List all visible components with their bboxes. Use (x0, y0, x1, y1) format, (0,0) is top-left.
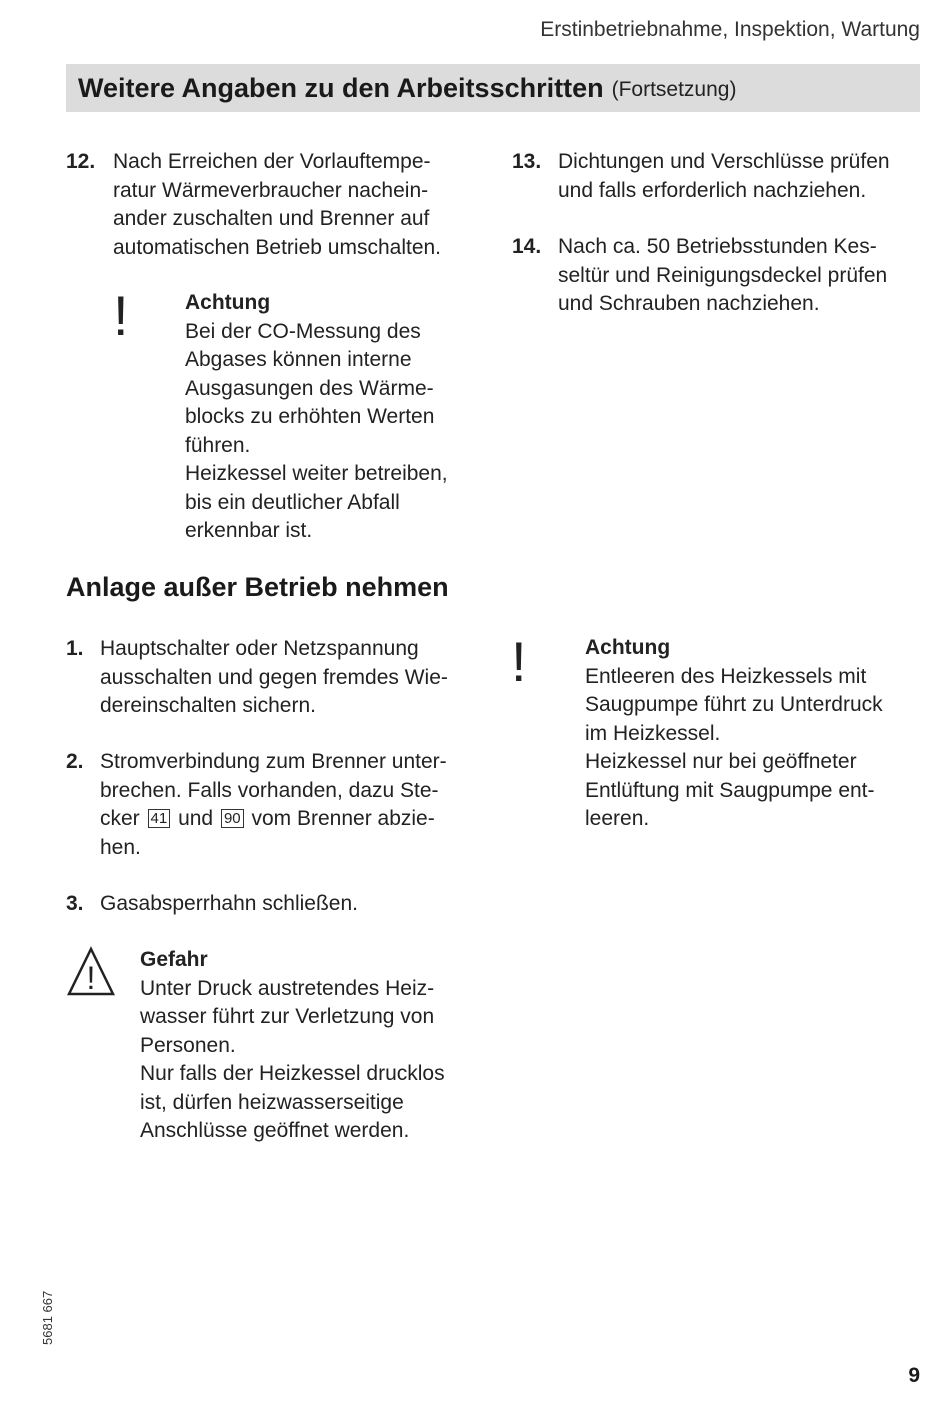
danger-line: wasser führt zur Verletzung von (140, 1005, 435, 1028)
shutdown-step-1-line: Hauptschalter oder Netzspannung (100, 637, 419, 660)
step-14-line: seltür und Reinigungsdeckel prüfen (558, 263, 888, 287)
danger-line: ist, dürfen heizwasserseitige (140, 1090, 404, 1114)
caution-line: bis ein deutlicher Abfall (185, 490, 400, 514)
caution-line: erkennbar ist. (185, 519, 313, 542)
shutdown-step-2-number: 2. (66, 750, 84, 773)
danger-line: Unter Druck austretendes Heiz- (140, 976, 435, 1000)
shutdown-step-2-line: Stromverbindung zum Brenner unter- (100, 750, 447, 773)
step-14-line: Nach ca. 50 Betriebsstunden Kes- (558, 235, 877, 258)
caution-2-line: Entleeren des Heizkessels mit (585, 664, 867, 688)
step-12-line: ander zuschalten und Brenner auf (113, 207, 430, 230)
shutdown-step-2-line: brechen. Falls vorhanden, dazu Ste- (100, 778, 439, 802)
danger-line: Anschlüsse geöffnet werden. (140, 1119, 410, 1142)
caution-line: führen. (185, 433, 251, 457)
step-14-number: 14. (512, 235, 542, 258)
danger-exclamation-icon: ! (86, 960, 96, 996)
caution-2-line: Heizkessel nur bei geöffneter (585, 750, 857, 773)
step-12-text (113, 148, 441, 262)
step-13-line: und falls erforderlich nachziehen. (558, 178, 867, 202)
caution-2-line: Saugpumpe führt zu Unterdruck (585, 693, 883, 716)
section-title: Weitere Angaben zu den Arbeitsschritten (78, 72, 604, 103)
shutdown-step-2-line: hen. (100, 835, 141, 859)
caution-line: Abgases können interne (185, 348, 412, 371)
plug-text-prefix: cker (100, 807, 140, 830)
caution-line: Ausgasungen des Wärme- (185, 376, 434, 400)
caution-exclamation-icon: ! (113, 284, 129, 347)
step-14-text (558, 233, 887, 319)
shutdown-step-3-text: Gasabsperrhahn schließen. (100, 892, 358, 915)
step-14-line: und Schrauben nachziehen. (558, 292, 820, 315)
step-12-line: ratur Wärmeverbraucher nachein- (113, 178, 429, 202)
caution-title: Achtung (185, 291, 271, 314)
shutdown-heading: Anlage außer Betrieb nehmen (66, 572, 449, 602)
shutdown-step-1-number: 1. (66, 637, 84, 660)
document-number: 5681 667 (40, 1290, 55, 1345)
caution-line: Heizkessel weiter betreiben, (185, 462, 448, 485)
caution-2-title: Achtung (585, 636, 671, 659)
step-13-line: Dichtungen und Verschlüsse prüfen (558, 150, 890, 173)
shutdown-step-1-line: ausschalten und gegen fremdes Wie- (100, 665, 448, 689)
shutdown-step-3-number: 3. (66, 892, 84, 915)
plug-90-label: 90 (221, 809, 244, 828)
running-header: Erstinbetriebnahme, Inspektion, Wartung (540, 18, 920, 41)
page-number: 9 (908, 1364, 920, 1387)
danger-title: Gefahr (140, 948, 208, 971)
shutdown-step-2-line-plugs (100, 805, 447, 834)
section-title-bar (66, 64, 920, 112)
caution-2-line: im Heizkessel. (585, 721, 721, 745)
shutdown-step-1-text (100, 635, 448, 721)
caution-2-exclamation-icon: ! (511, 630, 527, 693)
section-title-continuation: (Fortsetzung) (611, 78, 737, 101)
step-13-text (558, 148, 890, 205)
caution-notice-co-measurement (185, 289, 448, 546)
step-12-line: Nach Erreichen der Vorlauftempe- (113, 150, 431, 173)
plug-text-suffix: vom Brenner abzie- (251, 807, 435, 830)
step-13-number: 13. (512, 150, 542, 173)
shutdown-step-2-text (100, 748, 447, 862)
danger-warning-triangle-icon (66, 946, 116, 998)
caution-notice-suction-pump (585, 634, 883, 834)
caution-line: blocks zu erhöhten Werten (185, 405, 435, 428)
danger-line: Nur falls der Heizkessel drucklos (140, 1062, 445, 1085)
step-12-line: automatischen Betrieb umschalten. (113, 235, 442, 259)
danger-notice (140, 946, 445, 1146)
caution-2-line: leeren. (585, 807, 650, 830)
plug-text-and: und (178, 807, 214, 830)
danger-line: Personen. (140, 1033, 236, 1057)
caution-line: Bei der CO-Messung des (185, 319, 421, 343)
shutdown-step-1-line: dereinschalten sichern. (100, 694, 316, 717)
plug-41-label: 41 (148, 809, 171, 828)
step-12-number: 12. (66, 150, 96, 173)
caution-2-line: Entlüftung mit Saugpumpe ent- (585, 778, 875, 802)
